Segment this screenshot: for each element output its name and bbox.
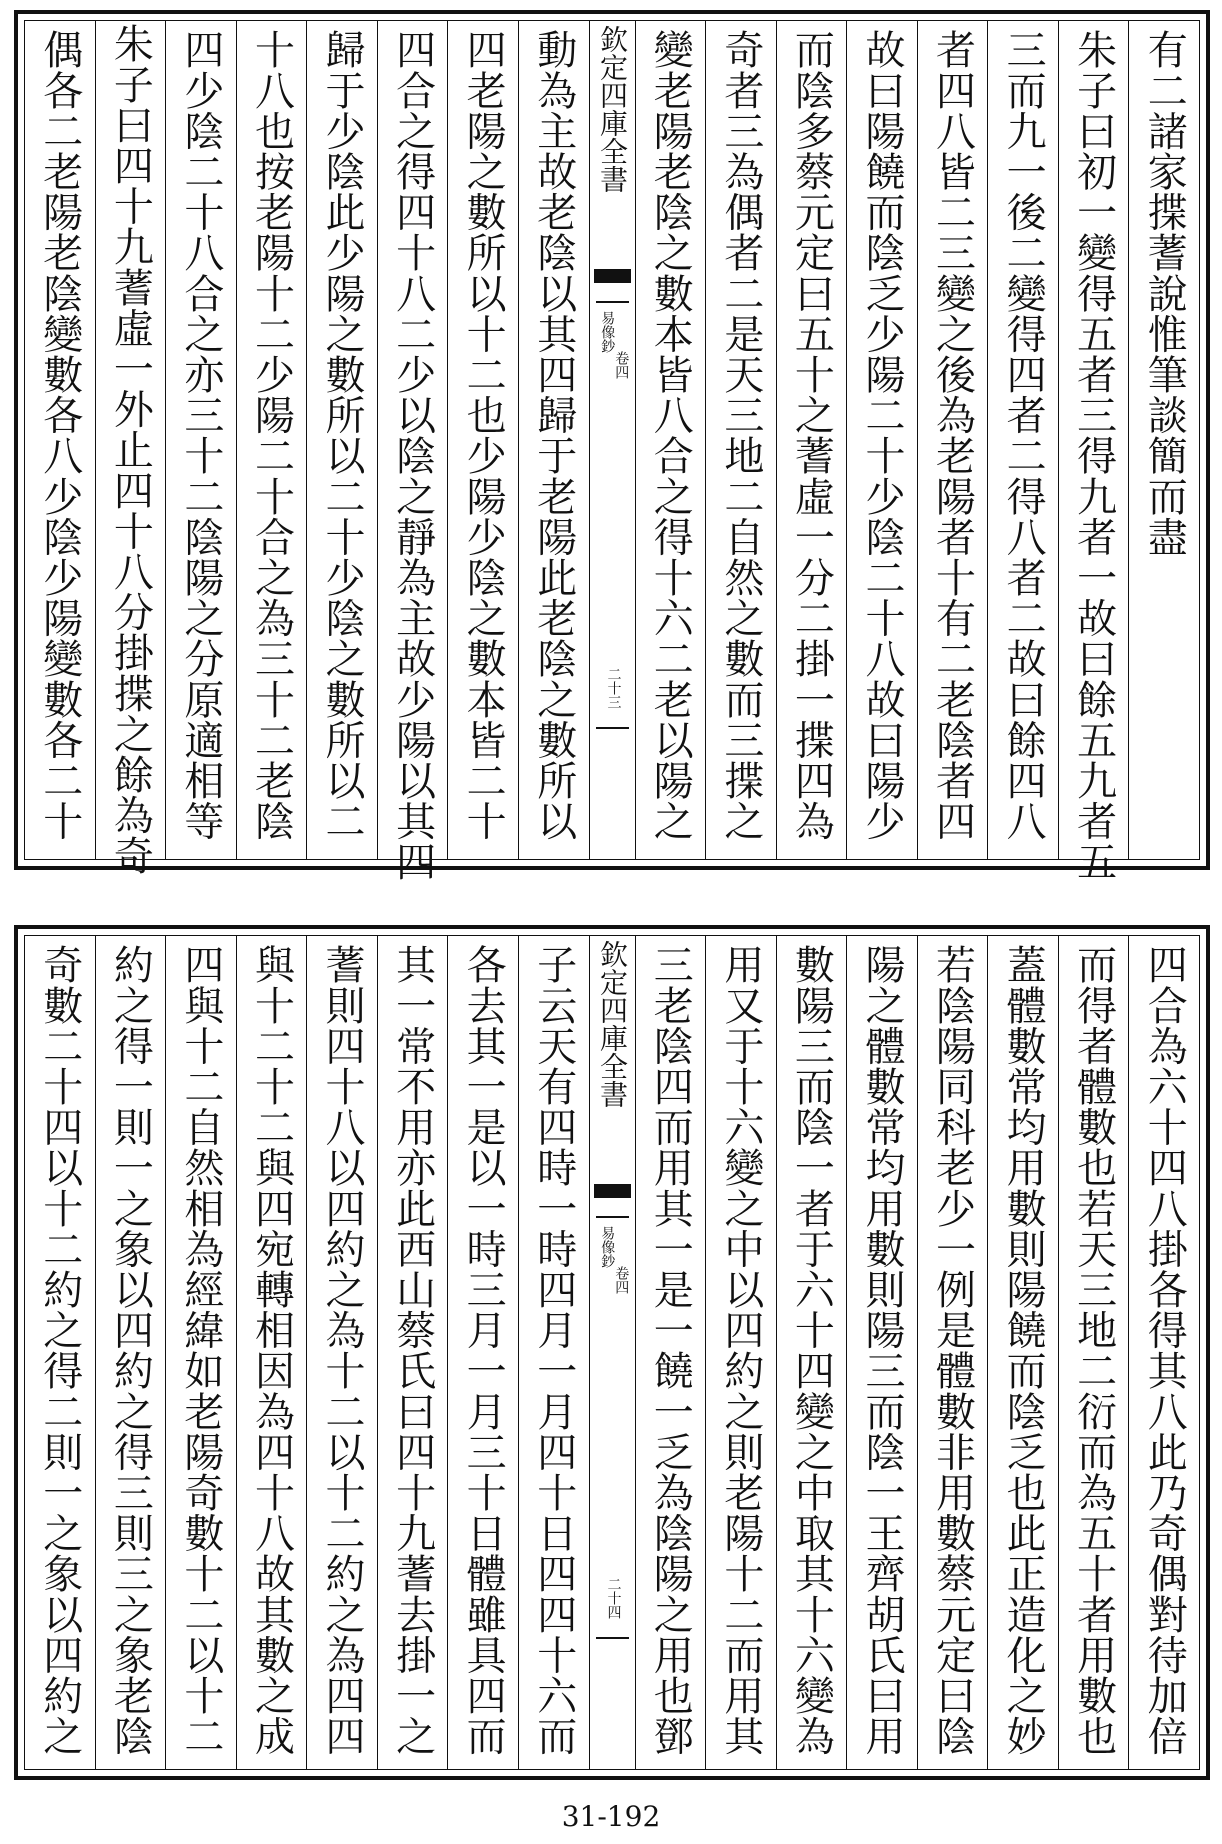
book-title: 易像鈔 — [599, 1226, 616, 1268]
top-folio — [14, 10, 1210, 882]
column-text: 動為主故老陰以其四歸于老陽此老陰之數所以 — [530, 29, 577, 841]
book-title: 易像鈔 — [599, 311, 616, 353]
fold-rule — [596, 727, 629, 729]
text-column — [377, 936, 448, 1769]
column-text: 四老陽之數所以十二也少陽少陰之數本皆二十 — [460, 29, 507, 841]
text-column — [447, 936, 518, 1769]
collection-title: 欽定四庫全書 — [596, 25, 629, 193]
text-column — [518, 936, 589, 1769]
text-column — [987, 21, 1058, 859]
bottom-folio — [14, 925, 1210, 1780]
center-fold — [589, 936, 635, 1769]
page-number: 31-192 — [561, 1800, 661, 1833]
volume-label: 卷四 — [613, 351, 630, 379]
column-text: 有二諸家揲蓍說惟筆談簡而盡 — [1141, 29, 1188, 557]
text-column — [95, 21, 166, 876]
column-text: 各去其一是以一時三月一月三十日體雖具四而 — [460, 944, 507, 1756]
text-column — [917, 936, 988, 1769]
fold-rule — [596, 301, 629, 303]
column-text: 三而九一後二變得四者二得八者二故曰餘四八 — [1000, 29, 1047, 841]
fishtail-mark — [594, 1184, 631, 1198]
text-column — [776, 936, 847, 1769]
text-column — [635, 936, 706, 1769]
text-column — [705, 21, 776, 859]
column-text: 數陽三而陰一者于六十四變之中取其十六變為 — [788, 944, 835, 1756]
text-column — [705, 936, 776, 1769]
text-column — [447, 21, 518, 859]
text-column — [846, 936, 917, 1769]
column-text: 蓍則四十八以四約之為十二以十二約之為四四 — [319, 944, 366, 1756]
text-column — [25, 21, 95, 859]
column-text: 朱子曰四十九蓍虛一外止四十八分掛揲之餘為奇 — [107, 23, 154, 876]
text-column — [1058, 936, 1129, 1769]
column-text: 子云天有四時一時四月一月四十日四四十六而 — [530, 944, 577, 1756]
column-text: 十八也按老陽十二少陽二十合之為三十二老陰 — [248, 29, 295, 841]
column-text: 故曰陽饒而陰乏少陽二十少陰二十八故曰陽少 — [858, 29, 905, 841]
column-text: 而陰多蔡元定曰五十之蓍虛一分二掛一揲四為 — [788, 29, 835, 841]
volume-label: 卷四 — [613, 1266, 630, 1294]
center-fold — [589, 21, 635, 859]
text-column — [776, 21, 847, 859]
fold-rule — [596, 1637, 629, 1639]
text-column — [306, 21, 377, 859]
column-text: 偶各二老陽老陰變數各八少陰少陽變數各二十 — [36, 29, 83, 841]
text-column — [1128, 936, 1199, 1769]
column-text: 四合之得四十八二少以陰之靜為主故少陽以其四 — [389, 29, 436, 882]
text-column — [635, 21, 706, 859]
text-column — [165, 936, 236, 1769]
column-text: 用又于十六變之中以四約之則老陽十二而用其 — [717, 944, 764, 1756]
column-text: 歸于少陰此少陽之數所以二十少陰之數所以二 — [319, 29, 366, 841]
column-text: 若陰陽同科老少一例是體數非用數蔡元定曰陰 — [929, 944, 976, 1756]
column-text: 約之得一則一之象以四約之得三則三之象老陰 — [107, 944, 154, 1756]
text-column — [377, 21, 448, 882]
column-text: 四合為六十四八掛各得其八此乃奇偶對待加倍 — [1141, 944, 1188, 1756]
text-column — [236, 936, 307, 1769]
column-text: 四與十二自然相為經緯如老陽奇數十二以十二 — [177, 944, 224, 1756]
folio-page-number: 二十三 — [605, 667, 622, 709]
text-column — [846, 21, 917, 859]
collection-title: 欽定四庫全書 — [596, 940, 629, 1108]
column-text: 四少陰二十八合之亦三十二陰陽之分原適相等 — [177, 29, 224, 841]
folio-page-number: 二十四 — [605, 1577, 622, 1619]
text-column — [917, 21, 988, 859]
column-text: 者四八皆二三變之後為老陽者十有二老陰者四 — [929, 29, 976, 841]
text-column — [1128, 21, 1199, 859]
column-text: 奇者三為偶者二是天三地二自然之數而三揲之 — [717, 29, 764, 841]
top-folio-frame — [24, 20, 1200, 882]
text-column — [236, 21, 307, 859]
column-text: 朱子曰初一變得五者三得九者一故曰餘五九者五 — [1070, 29, 1117, 882]
fold-rule — [596, 1216, 629, 1218]
text-column — [25, 936, 95, 1769]
top-columns — [25, 21, 1199, 882]
column-text: 變老陽老陰之數本皆八合之得十六二老以陽之 — [647, 29, 694, 841]
text-column — [306, 936, 377, 1769]
text-column — [518, 21, 589, 859]
text-column — [95, 936, 166, 1769]
column-text: 奇數二十四以十二約之得二則一之象以四約之 — [36, 944, 83, 1756]
text-column — [987, 936, 1058, 1769]
column-text: 蓋體數常均用數則陽饒而陰乏也此正造化之妙 — [1000, 944, 1047, 1756]
column-text: 而得者體數也若天三地二衍而為五十者用數也 — [1070, 944, 1117, 1756]
fishtail-mark — [594, 269, 631, 283]
bottom-folio-frame — [24, 935, 1200, 1770]
text-column — [1058, 21, 1129, 882]
column-text: 其一常不用亦此西山蔡氏曰四十九蓍去掛一之 — [389, 944, 436, 1756]
bottom-columns — [25, 936, 1199, 1769]
column-text: 三老陰四而用其一是一饒一乏為陰陽之用也鄧 — [647, 944, 694, 1756]
column-text: 陽之體數常均用數則陽三而陰一王齊胡氏曰用 — [858, 944, 905, 1756]
text-column — [165, 21, 236, 859]
column-text: 與十二十二與四宛轉相因為四十八故其數之成 — [248, 944, 295, 1756]
